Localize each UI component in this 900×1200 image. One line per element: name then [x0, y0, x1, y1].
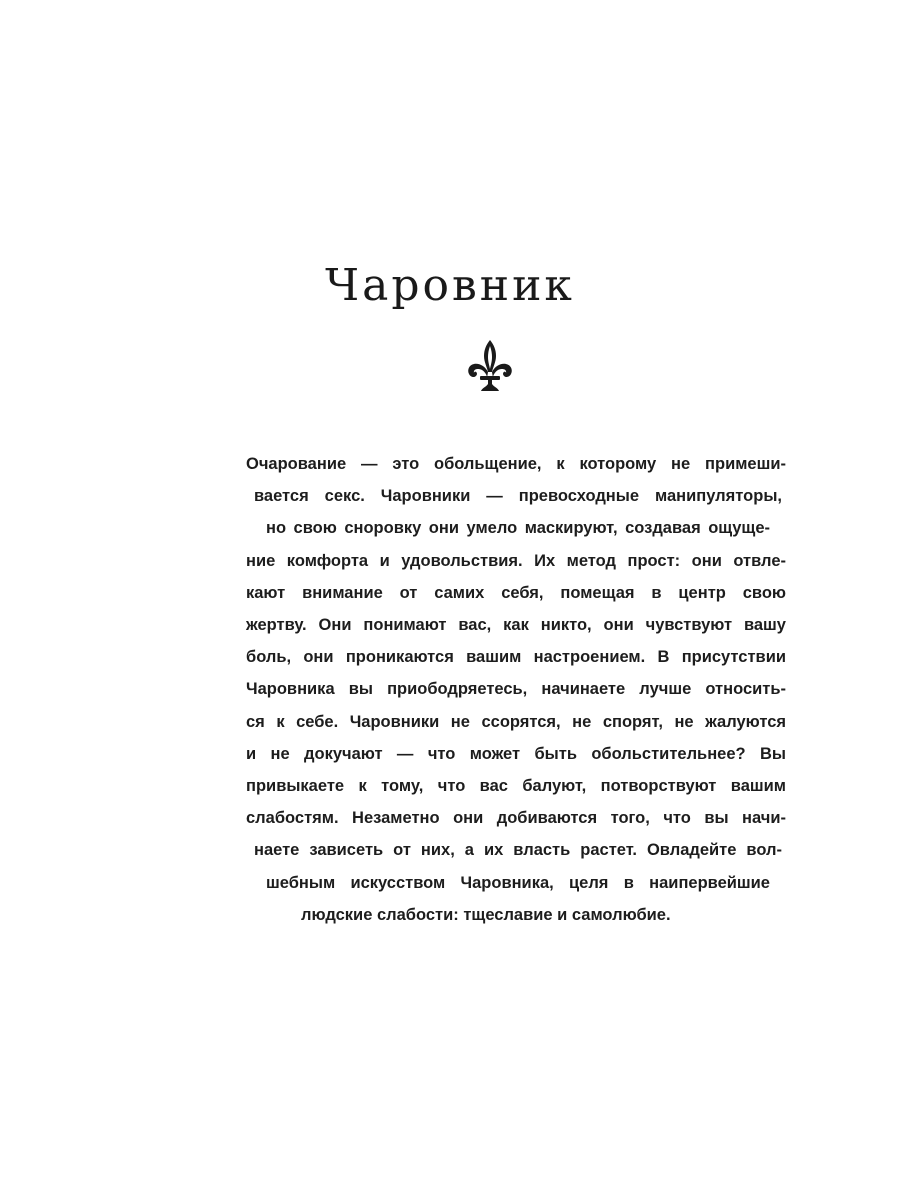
text-line: привыкаете к тому, что вас балуют, потворствуют вашим: [246, 777, 786, 796]
fleur-de-lis-icon: [465, 338, 515, 394]
text-line: но свою сноровку они умело маскируют, создавая ощуще-: [266, 519, 770, 538]
chapter-title: Чаровник: [325, 260, 575, 311]
text-line: людские слабости: тщеславие и самолюбие.: [301, 905, 671, 924]
text-line: Очарование — это обольщение, к которому не примеши-: [246, 455, 786, 473]
text-line: и не докучают — что может быть обольстительнее? Вы: [246, 744, 786, 763]
text-line: жертву. Они понимают вас, как никто, они чувствуют вашу: [246, 616, 786, 635]
text-line: слабостям. Незаметно они добиваются того, что вы начи-: [246, 809, 786, 828]
text-line: шебным искусством Чаровника, целя в наипервейшие: [266, 873, 770, 892]
text-line: ся к себе. Чаровники не ссорятся, не спорят, не жалуются: [246, 712, 786, 731]
text-line: кают внимание от самих себя, помещая в центр свою: [246, 583, 786, 602]
text-line: наете зависеть от них, а их власть растет. Овладейте вол-: [254, 841, 782, 860]
text-line: ние комфорта и удовольствия. Их метод прост: они отвле-: [246, 551, 786, 570]
text-line: Чаровника вы приободряетесь, начинаете лучше относить-: [246, 680, 786, 699]
chapter-intro-paragraph: [246, 448, 786, 931]
text-line: вается секс. Чаровники — превосходные манипуляторы,: [254, 487, 782, 506]
text-line: боль, они проникаются вашим настроением. В присутствии: [246, 648, 786, 667]
